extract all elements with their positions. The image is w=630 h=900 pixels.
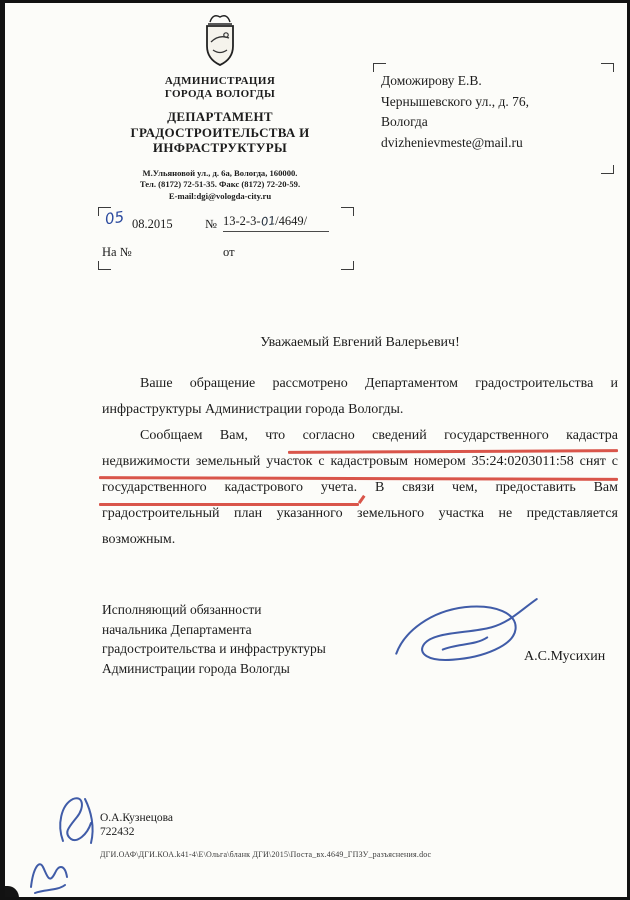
signatory-title-line: Исполняющий обязанности [102, 602, 262, 617]
form-corner-mark [341, 261, 354, 270]
executor-phone: 722432 [100, 826, 135, 838]
signatory-title-line: Администрации города Вологды [102, 660, 290, 676]
body-line: инфраструктуры Администрации города Вологды. [102, 402, 404, 417]
recipient-city: Вологда [381, 114, 428, 129]
red-underline-annotation [99, 503, 359, 506]
number-sign: № [205, 217, 217, 231]
body-line: Ваше обращение рассмотрено Департаментом градостроительства и [140, 376, 618, 391]
handwritten-initials-scribble [51, 791, 106, 849]
letter-date: 08.2015 [132, 217, 173, 231]
body-line: недвижимости земельный участок с кадастровым номером 35:24:0203011:58 снят с [102, 454, 618, 469]
org-address: М.Ульяновой ул., д. 6а, Вологда, 160000. [142, 167, 298, 178]
recipient-street: Чернышевского ул., д. 76, [381, 93, 529, 109]
reference-number: 13-2-3-01/4649/ [223, 214, 329, 232]
executor-block [100, 811, 173, 839]
vologda-coat-of-arms-icon [195, 11, 245, 69]
dept-name-line1: ДЕПАРТАМЕНТ [167, 109, 273, 124]
signatory-title-line: градостроительства и инфраструктуры [102, 641, 326, 656]
org-name-line1: АДМИНИСТРАЦИЯ [164, 75, 276, 87]
body-line: градостроительный план указанного земельного участка не представляется [102, 506, 618, 521]
handwritten-number-part: 01 [259, 213, 276, 229]
dept-name-line2: ГРАДОСТРОИТЕЛЬСТВА И [130, 124, 310, 140]
org-email: E-mail:dgi@vologda-city.ru [168, 190, 272, 201]
reply-to-number-label: На № [102, 245, 132, 259]
body-line: возможным. [102, 532, 176, 547]
salutation: Уважаемый Евгений Валерьевич! [260, 335, 460, 350]
recipient-block [381, 71, 529, 153]
handwritten-signature [390, 593, 542, 689]
document-file-path: ДГИ.ОАФ\ДГИ.КОА.k41-4\Е\Ольга\бланк ДГИ\2015\Поста_вх.4649_ГПЗУ_разъяснения.doc [100, 850, 432, 859]
handwritten-mark-scribble [25, 851, 73, 897]
signatory-title-line: начальника Департамента [102, 621, 252, 637]
form-corner-mark [601, 165, 614, 174]
handwritten-day: 05 [103, 207, 126, 229]
recipient-email: dvizhenievmeste@mail.ru [381, 134, 523, 150]
executor-name: О.А.Кузнецова [100, 812, 174, 824]
dept-name-line3: ИНФРАСТРУКТУРЫ [152, 140, 288, 155]
org-phone-fax: Тел. (8172) 72-51-35. Факс (8172) 72-20-59. [139, 179, 301, 189]
letter-body [102, 371, 618, 553]
reply-to-date-label: от [223, 245, 235, 259]
form-corner-mark [341, 207, 354, 216]
org-name-line2: ГОРОДА ВОЛОГДЫ [164, 88, 276, 100]
body-line: государственного кадастрового учета. В связи чем, предоставить Вам [102, 480, 618, 495]
signatory-name: А.С.Мусихин [524, 649, 606, 664]
form-corner-mark [601, 63, 614, 72]
signatory-title-block [102, 600, 326, 678]
form-corner-mark [98, 261, 111, 270]
body-line: Сообщаем Вам, что согласно сведений государственного кадастра [140, 428, 618, 443]
recipient-name: Доможирову Е.В. [381, 73, 482, 88]
scan-corner-smudge [3, 886, 19, 900]
letterhead [93, 75, 347, 202]
